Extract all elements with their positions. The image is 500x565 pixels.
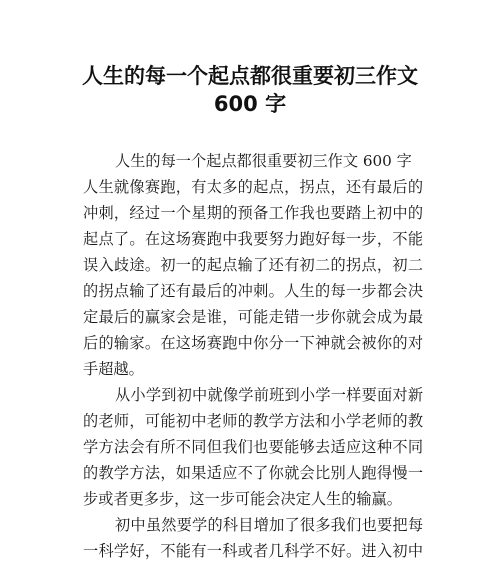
body-line: 后的输家。在这场赛跑中你分一下神就会被你的对 <box>83 334 423 352</box>
body-line: 步或者更多步，这一步可能会决定人生的输赢。 <box>83 490 402 508</box>
body-line: 的教学方法，如果适应不了你就会比别人跑得慢一 <box>83 464 423 482</box>
body-line: 定最后的赢家会是谁，可能走错一步你就会成为最 <box>83 308 423 326</box>
body-line: 人生就像赛跑，有太多的起点，拐点，还有最后的 <box>83 178 423 196</box>
body-line: 初中虽然要学的科目增加了很多我们也要把每 <box>115 516 423 534</box>
body-line: 起点了。在这场赛跑中我要努力跑好每一步，不能 <box>83 230 423 248</box>
body-line: 从小学到初中就像学前班到小学一样要面对新 <box>115 386 423 404</box>
document-title-line-2: 600 字 <box>213 92 287 116</box>
document-body <box>83 148 423 564</box>
body-line: 一科学好，不能有一科或者几科学不好。进入初中 <box>83 542 423 560</box>
body-line: 误入歧途。初一的起点输了还有初二的拐点，初二 <box>83 256 423 274</box>
document-title-line-1: 人生的每一个起点都很重要初三作文 <box>82 64 418 88</box>
body-line: 的拐点输了还有最后的冲刺。人生的每一步都会决 <box>83 282 423 300</box>
body-line: 学方法会有所不同但我们也要能够去适应这种不同 <box>83 438 423 456</box>
body-line: 的老师，可能初中老师的教学方法和小学老师的教 <box>83 412 423 430</box>
body-line: 冲刺，经过一个星期的预备工作我也要踏上初中的 <box>83 204 423 222</box>
body-line: 人生的每一个起点都很重要初三作文 600 字 <box>115 152 412 170</box>
body-line: 手超越。 <box>83 360 144 378</box>
